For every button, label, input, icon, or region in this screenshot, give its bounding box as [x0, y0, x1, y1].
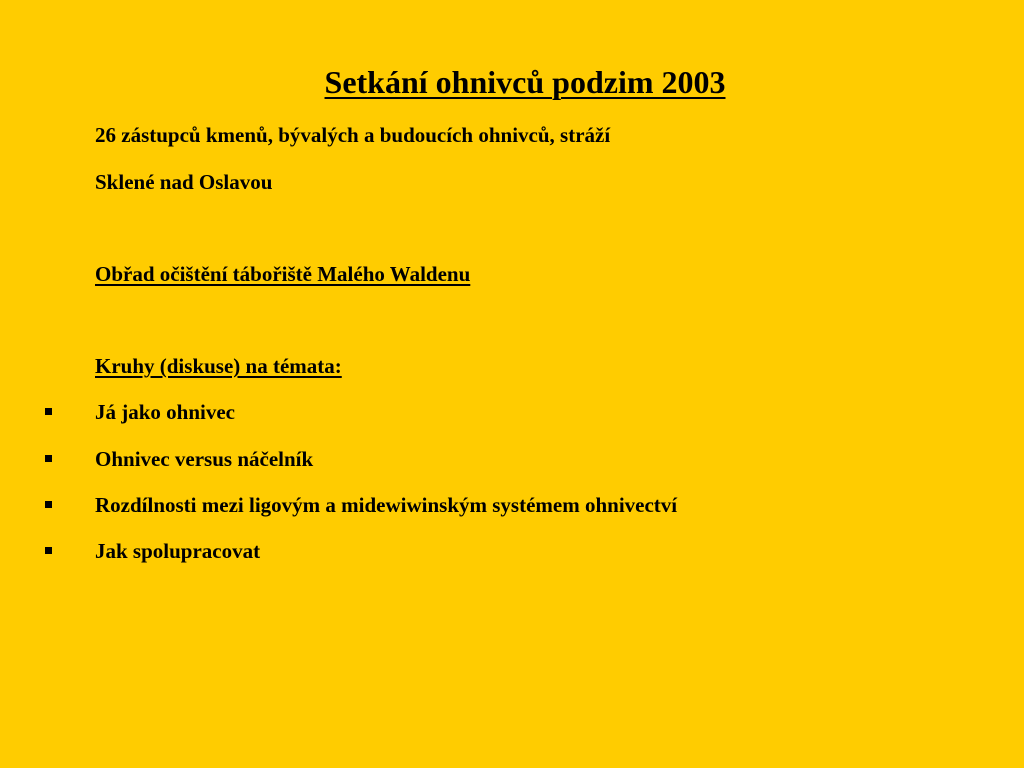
topics-heading: Kruhy (diskuse) na témata: — [95, 354, 342, 378]
topic-list-item — [0, 539, 1000, 563]
square-bullet-icon — [45, 455, 52, 462]
topic-list-item — [0, 493, 1000, 517]
square-bullet-icon — [45, 501, 52, 508]
square-bullet-icon — [45, 408, 52, 415]
topic-text: Jak spolupracovat — [95, 539, 261, 563]
ceremony-heading: Obřad očištění tábořiště Malého Waldenu — [95, 262, 471, 286]
topic-text: Já jako ohnivec — [95, 400, 236, 424]
topic-list-item — [0, 400, 1000, 424]
topic-text: Ohnivec versus náčelník — [95, 447, 314, 471]
intro-line-location: Sklené nad Oslavou — [95, 170, 273, 194]
topic-text: Rozdílnosti mezi ligovým a midewiwinským systémem ohnivectví — [95, 493, 678, 517]
intro-line-participants: 26 zástupců kmenů, bývalých a budoucích ohnivců, stráží — [95, 123, 611, 147]
slide-title: Setkání ohnivců podzim 2003 — [324, 64, 726, 100]
square-bullet-icon — [45, 547, 52, 554]
topic-list-item — [0, 447, 1000, 471]
